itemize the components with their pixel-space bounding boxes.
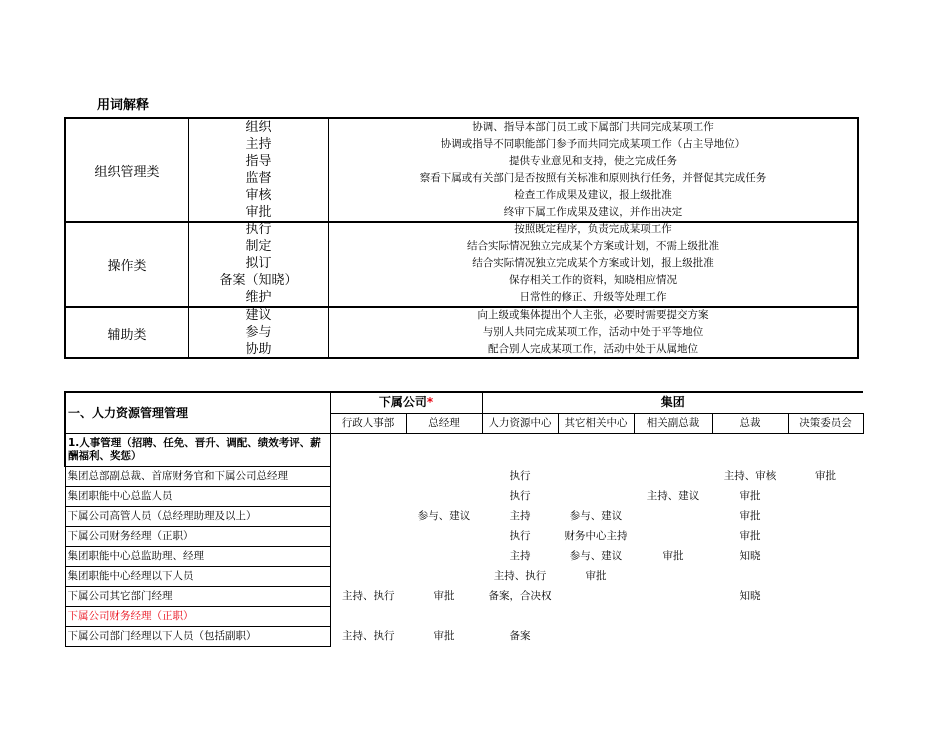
table-row xyxy=(65,567,863,587)
glossary-term: 参与 xyxy=(245,325,272,340)
cell xyxy=(406,607,482,627)
cell: 主持 xyxy=(509,550,531,562)
cell xyxy=(558,607,634,627)
matrix-section-title: 一、人力资源管理管理 xyxy=(65,392,330,434)
cell: 审批 xyxy=(739,490,761,502)
glossary-row xyxy=(66,204,857,221)
table-row xyxy=(65,507,863,527)
glossary-term: 指导 xyxy=(245,154,272,169)
glossary-row xyxy=(66,307,857,324)
glossary-term: 备案（知晓） xyxy=(219,273,298,288)
table-row xyxy=(65,607,863,627)
cell xyxy=(482,434,558,467)
header-subsidiary xyxy=(330,392,482,413)
cell: 主持、执行 xyxy=(330,627,406,647)
glossary-row xyxy=(66,289,857,306)
glossary-term: 主持 xyxy=(245,137,272,152)
cell xyxy=(788,627,863,647)
cell xyxy=(330,487,406,507)
glossary-term: 组织 xyxy=(245,120,272,135)
cell xyxy=(406,467,482,487)
column-header: 决策委员会 xyxy=(788,413,863,434)
cell: 知晓 xyxy=(739,550,761,562)
cell xyxy=(406,434,482,467)
cell: 审批 xyxy=(662,550,684,562)
column-header: 行政人事部 xyxy=(330,413,406,434)
cell xyxy=(482,607,558,627)
column-header: 相关副总裁 xyxy=(634,413,712,434)
cell xyxy=(634,467,712,487)
glossary-definition: 结合实际情况独立完成某个方案或计划，不需上级批准 xyxy=(467,240,719,252)
row-label: 下属公司财务经理（正职） xyxy=(65,607,330,627)
cell: 执行 xyxy=(509,470,531,482)
glossary-definition: 察看下属或有关部门是否按照有关标准和原则执行任务，并督促其完成任务 xyxy=(419,172,767,184)
cell xyxy=(330,527,406,547)
cell xyxy=(558,587,634,607)
column-header: 总经理 xyxy=(406,413,482,434)
glossary-row xyxy=(66,170,857,187)
cell xyxy=(634,607,712,627)
glossary-row xyxy=(66,221,857,238)
row-label: 集团职能中心经理以下人员 xyxy=(65,567,330,587)
cell xyxy=(788,587,863,607)
responsibility-matrix xyxy=(64,391,864,647)
glossary-row xyxy=(66,272,857,289)
glossary-definition: 提供专业意见和支持，使之完成任务 xyxy=(509,155,677,167)
cell xyxy=(788,547,863,567)
glossary-term: 维护 xyxy=(245,290,272,305)
cell xyxy=(712,607,788,627)
cell: 财务中心主持 xyxy=(564,530,628,542)
cell: 备案 xyxy=(509,630,531,642)
cell: 备案，合决权 xyxy=(488,590,552,602)
cell: 审批 xyxy=(433,630,455,642)
cell: 审批 xyxy=(739,530,761,542)
row-label: 集团职能中心总监助理、经理 xyxy=(65,547,330,567)
cell xyxy=(558,434,634,467)
column-header: 人力资源中心 xyxy=(482,413,558,434)
table-row xyxy=(65,467,863,487)
cell xyxy=(788,527,863,547)
cell xyxy=(558,487,634,507)
glossary-term: 审核 xyxy=(245,188,272,203)
glossary-row xyxy=(66,119,857,136)
column-header: 其它相关中心 xyxy=(558,413,634,434)
cell: 主持 xyxy=(509,510,531,522)
cell xyxy=(788,507,863,527)
cell xyxy=(406,567,482,587)
cell: 知晓 xyxy=(739,590,761,602)
glossary-definition: 与别人共同完成某项工作，活动中处于平等地位 xyxy=(482,326,704,338)
table-row xyxy=(65,627,863,647)
glossary-category: 组织管理类 xyxy=(94,164,160,180)
glossary-definition: 保存相关工作的资料，知晓相应情况 xyxy=(509,274,677,286)
glossary-definition: 结合实际情况独立完成某个方案或计划，报上级批准 xyxy=(472,257,714,269)
glossary-term: 监督 xyxy=(245,171,272,186)
glossary-category: 操作类 xyxy=(107,258,147,274)
glossary-term: 拟订 xyxy=(245,256,272,271)
cell xyxy=(558,467,634,487)
cell: 参与、建议 xyxy=(417,510,471,522)
required-mark: * xyxy=(426,395,434,410)
cell xyxy=(788,607,863,627)
glossary-row xyxy=(66,255,857,272)
glossary-row xyxy=(66,324,857,341)
cell: 主持、执行 xyxy=(330,587,406,607)
row-label: 下属公司高管人员（总经理助理及以上） xyxy=(65,507,330,527)
glossary-definition: 按照既定程序，负责完成某项工作 xyxy=(514,223,672,235)
glossary-definition: 检查工作成果及建议，报上级批准 xyxy=(514,189,672,201)
cell: 审批 xyxy=(739,510,761,522)
glossary-definition: 协调、指导本部门员工或下属部门共同完成某项工作 xyxy=(472,121,714,133)
cell xyxy=(634,627,712,647)
table-row xyxy=(65,487,863,507)
glossary-row xyxy=(66,238,857,255)
table-row xyxy=(65,547,863,567)
subsection-title: 1.人事管理（招聘、任免、晋升、调配、绩效考评、薪酬福利、奖惩） xyxy=(65,434,330,467)
cell xyxy=(558,627,634,647)
cell: 执行 xyxy=(509,530,531,542)
cell xyxy=(788,487,863,507)
glossary-table xyxy=(64,117,859,359)
cell: 主持、执行 xyxy=(493,570,547,582)
cell: 审批 xyxy=(433,590,455,602)
glossary-term: 制定 xyxy=(245,239,272,254)
row-label: 集团总部副总裁、首席财务官和下属公司总经理 xyxy=(65,467,330,487)
cell xyxy=(330,547,406,567)
header-group: 集团 xyxy=(482,392,863,413)
row-label: 下属公司其它部门经理 xyxy=(65,587,330,607)
glossary-term: 协助 xyxy=(245,342,272,357)
glossary-definition: 配合别人完成某项工作，活动中处于从属地位 xyxy=(488,343,698,355)
cell xyxy=(406,527,482,547)
cell xyxy=(406,547,482,567)
cell xyxy=(712,627,788,647)
glossary-definition: 协调或指导不同职能部门参予而共同完成某项工作（占主导地位） xyxy=(440,138,746,150)
row-label: 下属公司财务经理（正职） xyxy=(65,527,330,547)
row-label: 下属公司部门经理以下人员（包括副职） xyxy=(65,627,330,647)
cell: 执行 xyxy=(509,490,531,502)
cell xyxy=(712,434,788,467)
row-label: 集团职能中心总监人员 xyxy=(65,487,330,507)
glossary-row xyxy=(66,153,857,170)
cell xyxy=(634,587,712,607)
column-header: 总裁 xyxy=(712,413,788,434)
cell: 主持、审核 xyxy=(723,470,777,482)
glossary-term: 审批 xyxy=(245,205,272,220)
cell xyxy=(712,567,788,587)
cell: 参与、建议 xyxy=(569,510,623,522)
cell xyxy=(330,434,406,467)
cell xyxy=(634,434,712,467)
glossary-term: 执行 xyxy=(245,222,272,237)
cell xyxy=(406,487,482,507)
glossary-title: 用词解释 xyxy=(97,98,150,113)
cell xyxy=(330,567,406,587)
glossary-definition: 向上级或集体提出个人主张，必要时需要提交方案 xyxy=(477,309,709,321)
table-row xyxy=(65,587,863,607)
cell xyxy=(634,507,712,527)
cell xyxy=(634,527,712,547)
header-subsidiary-label: 下属公司 xyxy=(378,395,427,410)
cell: 参与、建议 xyxy=(569,550,623,562)
glossary-row xyxy=(66,187,857,204)
glossary-term: 建议 xyxy=(245,308,272,323)
cell xyxy=(330,607,406,627)
cell: 审批 xyxy=(585,570,607,582)
cell xyxy=(634,567,712,587)
glossary-row xyxy=(66,341,857,358)
glossary-row xyxy=(66,136,857,153)
cell xyxy=(330,467,406,487)
glossary-definition: 日常性的修正、升级等处理工作 xyxy=(519,291,667,303)
cell xyxy=(330,507,406,527)
table-row xyxy=(65,527,863,547)
cell xyxy=(788,567,863,587)
glossary-definition: 终审下属工作成果及建议，并作出决定 xyxy=(503,206,683,218)
cell xyxy=(788,434,863,467)
cell: 审批 xyxy=(815,470,837,482)
glossary-category: 辅助类 xyxy=(107,328,147,343)
cell: 主持、建议 xyxy=(646,490,700,502)
